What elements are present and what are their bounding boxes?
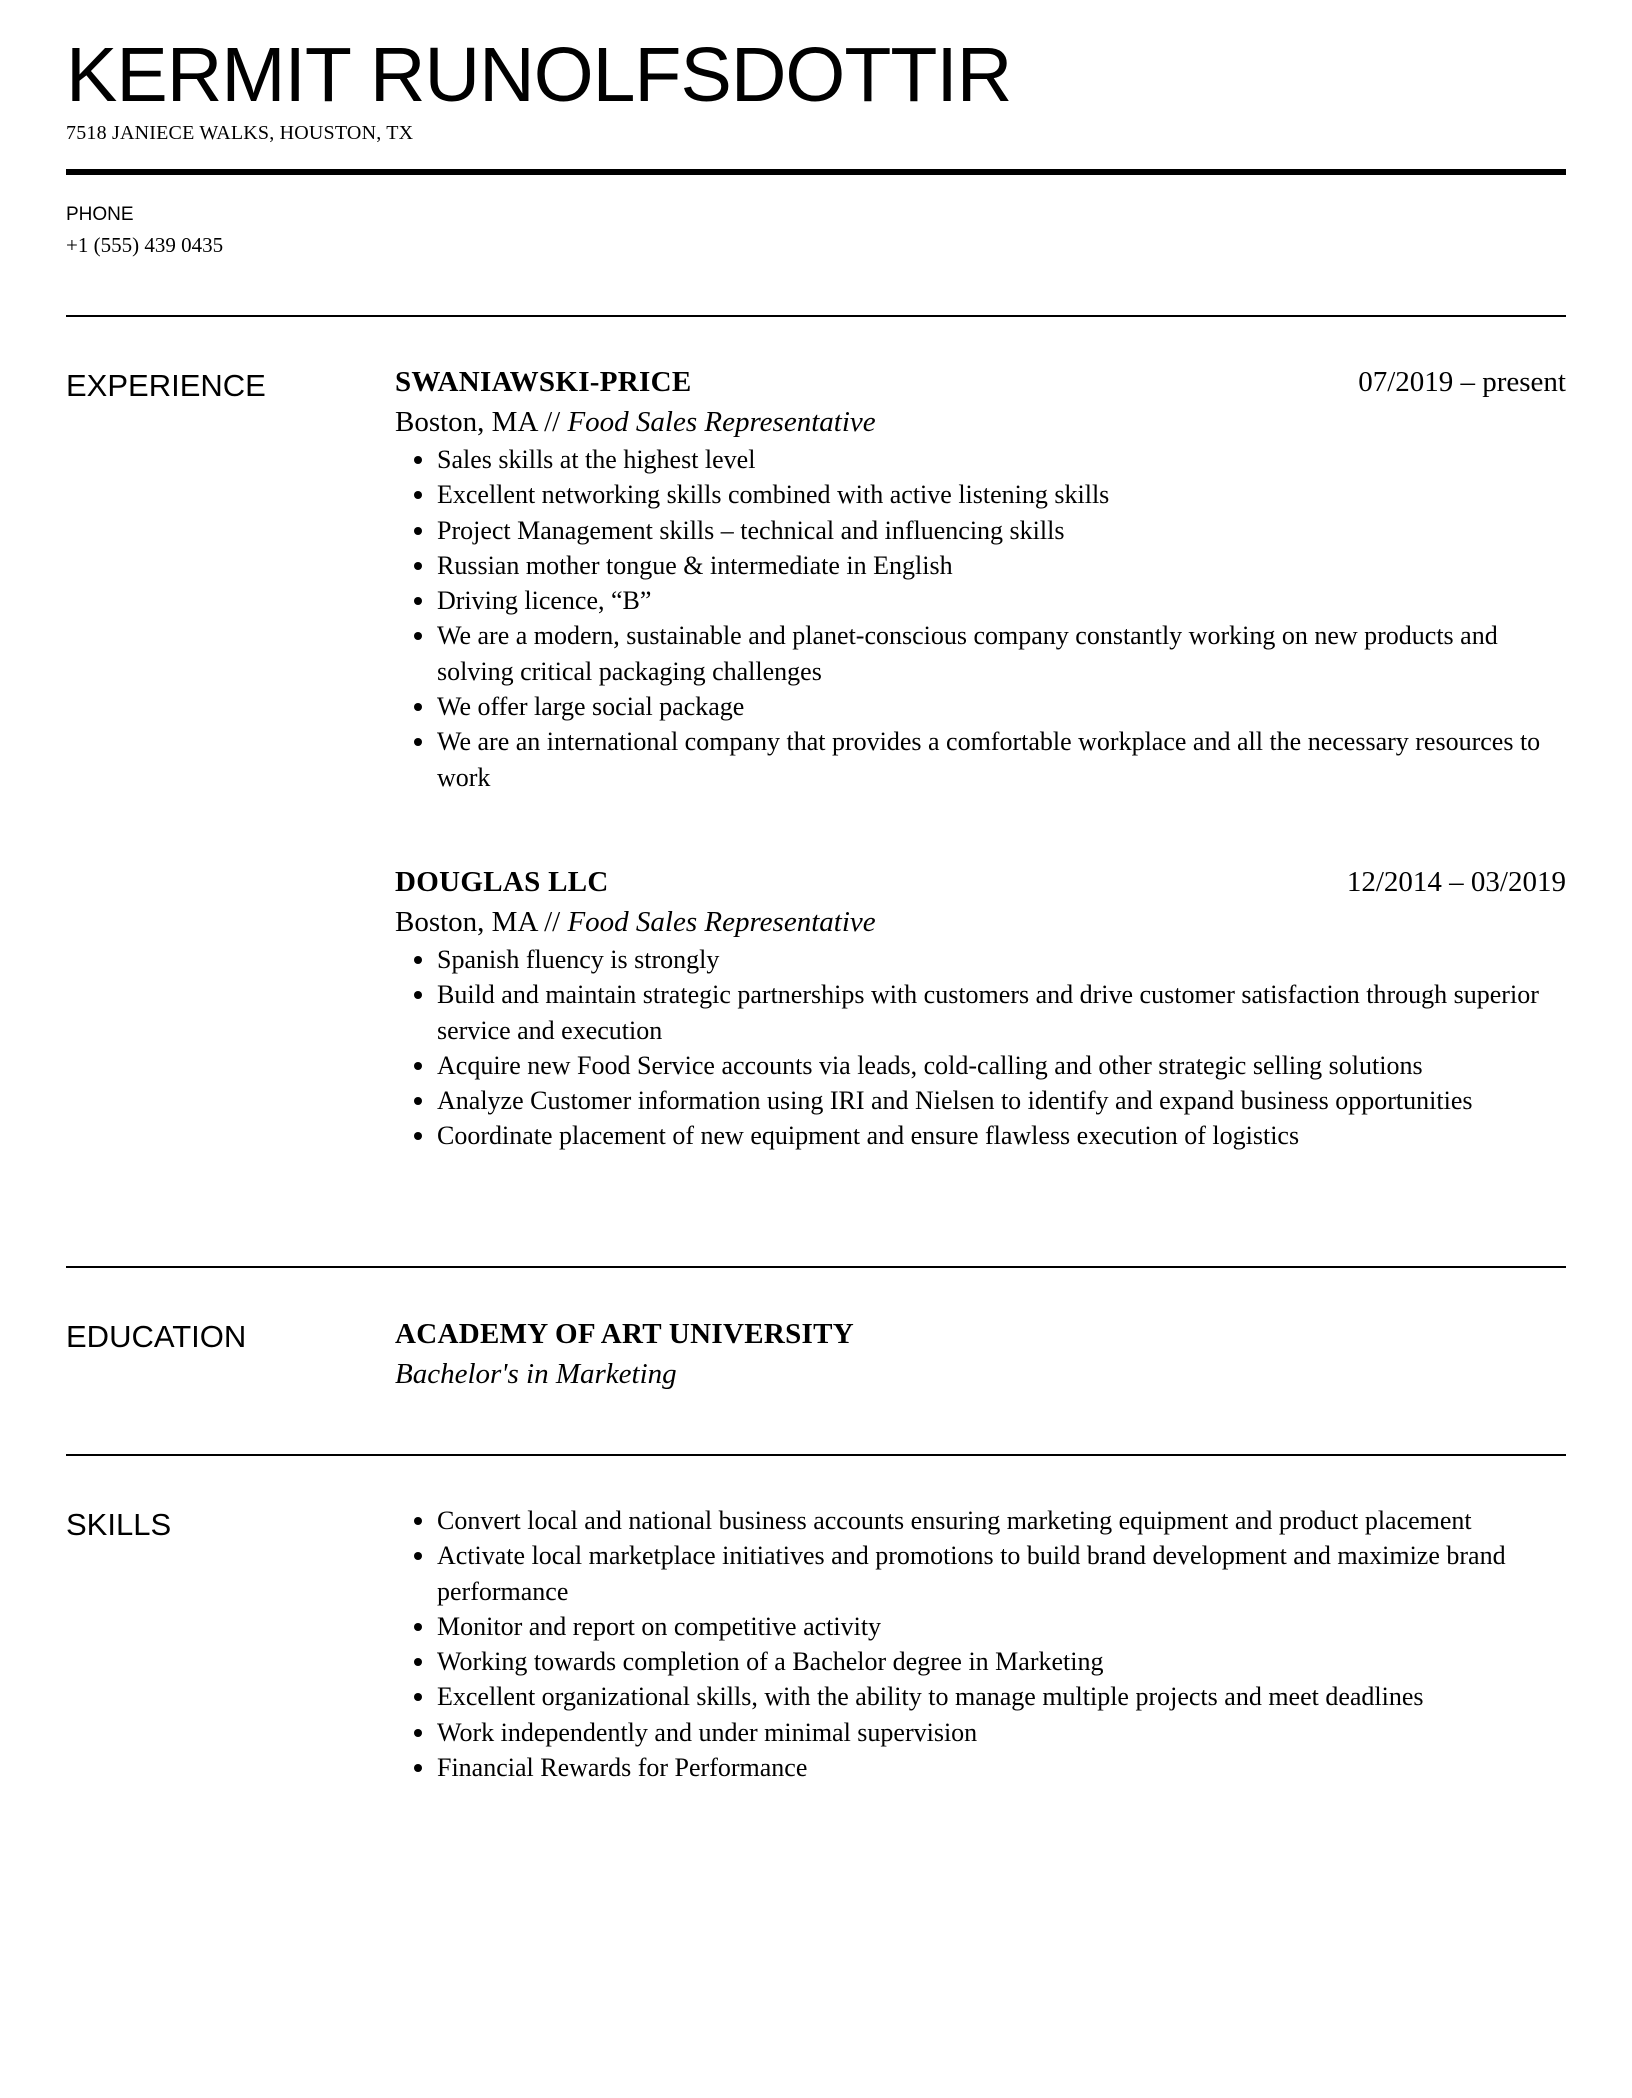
list-item: Spanish fluency is strongly	[437, 942, 1566, 977]
job-role: Food Sales Representative	[567, 906, 876, 938]
list-item: Convert local and national business accounts ensuring marketing equipment and product placement	[437, 1503, 1566, 1538]
header-divider	[66, 169, 1566, 175]
job-entry	[395, 862, 1566, 1154]
list-item: We are an international company that provides a comfortable workplace and all the necessary resources to work	[437, 724, 1566, 795]
skills-section-title: SKILLS	[66, 1507, 172, 1542]
list-item: Work independently and under minimal supervision	[437, 1715, 1566, 1750]
list-item: We are a modern, sustainable and planet-conscious company constantly working on new products and solving critical packaging challenges	[437, 618, 1566, 689]
list-item: Acquire new Food Service accounts via leads, cold-calling and other strategic selling solutions	[437, 1048, 1566, 1083]
candidate-name: KERMIT RUNOLFSDOTTIR	[66, 32, 1012, 118]
phone-label: PHONE	[66, 204, 134, 225]
job-entry	[395, 362, 1566, 795]
job-bullet-list	[395, 442, 1566, 795]
education-school: ACADEMY OF ART UNIVERSITY	[395, 1318, 854, 1350]
job-dates: 12/2014 – 03/2019	[1346, 866, 1566, 898]
list-item: Excellent organizational skills, with the ability to manage multiple projects and meet deadlines	[437, 1679, 1566, 1714]
job-bullet-list	[395, 942, 1566, 1154]
list-item: Working towards completion of a Bachelor degree in Marketing	[437, 1644, 1566, 1679]
list-item: Activate local marketplace initiatives and promotions to build brand development and maximize brand performance	[437, 1538, 1566, 1609]
list-item: Russian mother tongue & intermediate in English	[437, 548, 1566, 583]
job-company: SWANIAWSKI-PRICE	[395, 366, 692, 398]
job-dates: 07/2019 – present	[1358, 366, 1566, 398]
section-divider	[66, 315, 1566, 317]
skills-list	[395, 1503, 1566, 1785]
job-location-role	[395, 902, 1566, 942]
list-item: We offer large social package	[437, 689, 1566, 724]
education-section-title: EDUCATION	[66, 1319, 247, 1354]
skills-entry	[395, 1503, 1566, 1785]
job-company: DOUGLAS LLC	[395, 866, 609, 898]
job-role: Food Sales Representative	[567, 406, 876, 438]
list-item: Driving licence, “B”	[437, 583, 1566, 618]
list-item: Sales skills at the highest level	[437, 442, 1566, 477]
education-entry	[395, 1314, 1566, 1394]
job-separator: //	[536, 406, 568, 438]
job-location-role	[395, 402, 1566, 442]
list-item: Financial Rewards for Performance	[437, 1750, 1566, 1785]
list-item: Build and maintain strategic partnerships with customers and drive customer satisfaction through superior service and execution	[437, 977, 1566, 1048]
list-item: Excellent networking skills combined with active listening skills	[437, 477, 1566, 512]
job-location: Boston, MA	[395, 406, 537, 438]
section-divider	[66, 1454, 1566, 1456]
section-divider	[66, 1266, 1566, 1268]
list-item: Monitor and report on competitive activity	[437, 1609, 1566, 1644]
education-degree: Bachelor's in Marketing	[395, 1358, 677, 1390]
candidate-address: 7518 JANIECE WALKS, HOUSTON, TX	[66, 122, 414, 144]
job-separator: //	[536, 906, 568, 938]
list-item: Project Management skills – technical and influencing skills	[437, 513, 1566, 548]
phone-value: +1 (555) 439 0435	[66, 233, 224, 257]
list-item: Analyze Customer information using IRI and Nielsen to identify and expand business opportunities	[437, 1083, 1566, 1118]
experience-section-title: EXPERIENCE	[66, 368, 266, 403]
list-item: Coordinate placement of new equipment and ensure flawless execution of logistics	[437, 1118, 1566, 1153]
job-location: Boston, MA	[395, 906, 537, 938]
